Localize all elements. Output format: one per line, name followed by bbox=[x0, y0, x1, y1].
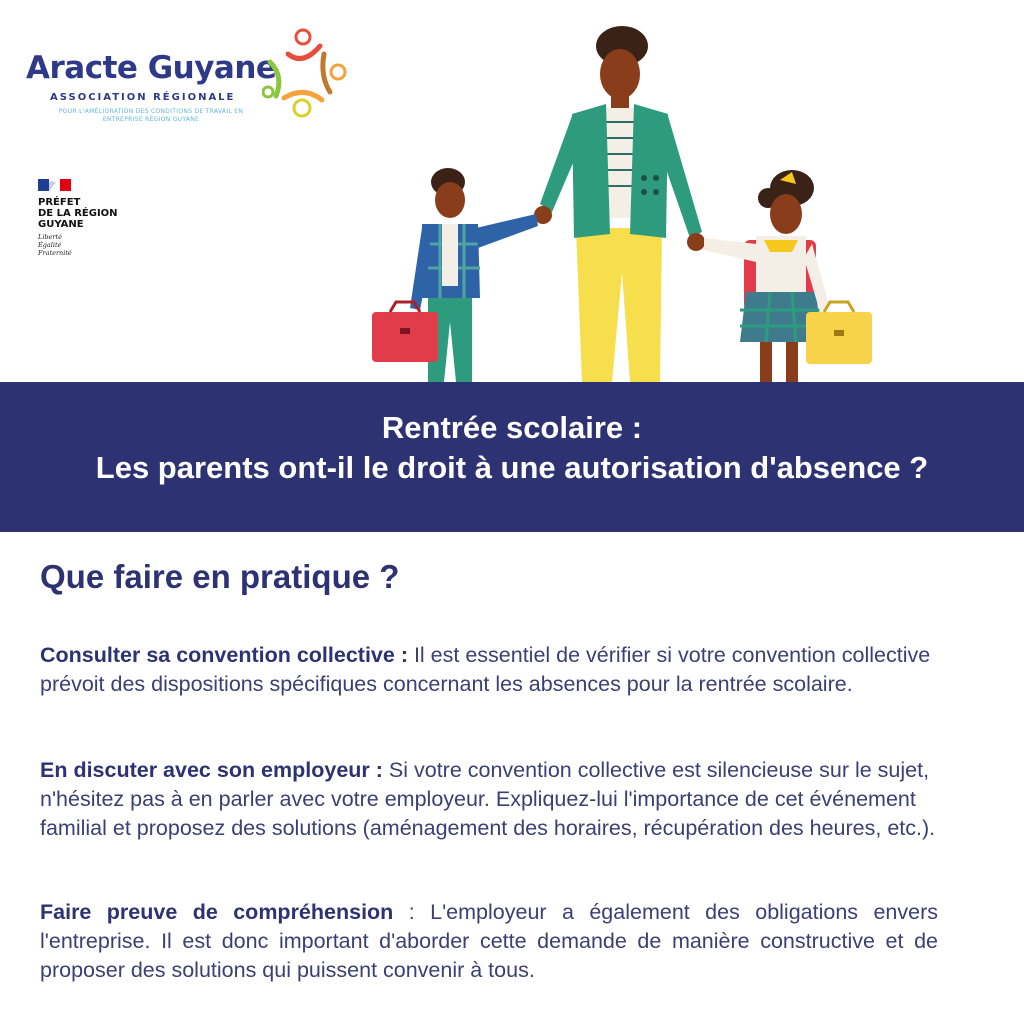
aracte-logo-name: Aracte Guyane bbox=[26, 50, 277, 86]
aracte-emblem-icon bbox=[262, 24, 352, 119]
paragraph-convention-collective bbox=[40, 641, 938, 699]
paragraph-text: : L'employeur a également des obligations envers l'entreprise. Il est donc important d'aborder cette demande de manière constructive et de proposer des solutions qui puissent convenir à tous. bbox=[40, 900, 938, 982]
boy-figure bbox=[372, 168, 538, 382]
paragraph-text: Si votre convention collective est silencieuse sur le sujet, n'hésitez pas à en parler avec votre employeur. Expliquez-lui l'importance de cet événement familial et proposez des solutions (aménagement des horaires, récupération des heures, etc.). bbox=[40, 758, 936, 840]
section-heading: Que faire en pratique ? bbox=[40, 558, 400, 595]
parent-figure bbox=[534, 26, 705, 382]
prefet-motto: Liberté Égalité Fraternité bbox=[38, 233, 72, 257]
banner-title-line-2: Les parents ont-il le droit à une autorisation d'absence ? bbox=[95, 450, 929, 485]
prefet-region-guyane-logo bbox=[38, 179, 148, 264]
parent-with-two-children-illustration bbox=[360, 22, 880, 384]
paragraph-label: En discuter avec son employeur : bbox=[40, 758, 383, 782]
paragraph-text: Il est essentiel de vérifier si votre convention collective prévoit des dispositions spécifiques concernant les absences pour la rentrée scolaire. bbox=[40, 643, 931, 696]
title-banner bbox=[0, 382, 1024, 532]
paragraph-label: Consulter sa convention collective : bbox=[40, 643, 408, 667]
paragraph-comprehension bbox=[40, 898, 938, 985]
paragraph-label: Faire preuve de compréhension bbox=[40, 900, 394, 924]
prefet-title: PRÉFET DE LA RÉGION GUYANE bbox=[38, 197, 118, 230]
paragraph-discuter-employeur bbox=[40, 756, 938, 843]
girl-figure bbox=[704, 170, 872, 382]
aracte-logo-tagline: ASSOCIATION RÉGIONALE bbox=[50, 92, 236, 103]
aracte-guyane-logo bbox=[22, 24, 362, 134]
marianne-flag-icon bbox=[38, 179, 71, 191]
aracte-logo-subtitle: POUR L'AMÉLIORATION DES CONDITIONS DE TRAVAIL EN ENTREPRISE RÉGION GUYANE bbox=[58, 108, 244, 123]
banner-title-line-1: Rentrée scolaire : bbox=[381, 410, 643, 445]
